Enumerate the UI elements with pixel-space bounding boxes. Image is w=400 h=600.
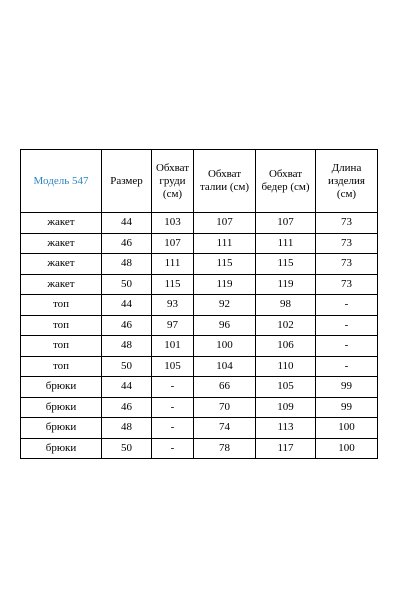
cell-length: 73 bbox=[316, 254, 378, 275]
header-size: Размер bbox=[102, 150, 152, 213]
cell-size: 44 bbox=[102, 213, 152, 234]
cell-size: 44 bbox=[102, 377, 152, 398]
cell-length: 100 bbox=[316, 418, 378, 439]
cell-chest: 97 bbox=[152, 315, 194, 336]
cell-size: 46 bbox=[102, 397, 152, 418]
table-row bbox=[21, 336, 378, 357]
header-waist bbox=[194, 150, 256, 213]
header-hips-line-1: Обхват bbox=[268, 168, 303, 180]
cell-garment: жакет bbox=[21, 213, 102, 234]
cell-chest: 93 bbox=[152, 295, 194, 316]
cell-waist: 104 bbox=[194, 356, 256, 377]
cell-waist: 92 bbox=[194, 295, 256, 316]
header-length-line-3: (см) bbox=[336, 187, 357, 200]
cell-hips: 102 bbox=[256, 315, 316, 336]
cell-waist: 70 bbox=[194, 397, 256, 418]
cell-size: 48 bbox=[102, 254, 152, 275]
cell-length: 73 bbox=[316, 233, 378, 254]
cell-hips: 115 bbox=[256, 254, 316, 275]
cell-hips: 107 bbox=[256, 213, 316, 234]
cell-size: 50 bbox=[102, 356, 152, 377]
model-title: Модель 547 bbox=[21, 150, 102, 213]
cell-waist: 111 bbox=[194, 233, 256, 254]
cell-garment: топ bbox=[21, 336, 102, 357]
header-length-line-2: изделия bbox=[328, 174, 365, 187]
cell-size: 46 bbox=[102, 233, 152, 254]
cell-size: 44 bbox=[102, 295, 152, 316]
cell-length: 73 bbox=[316, 274, 378, 295]
table-row bbox=[21, 377, 378, 398]
cell-hips: 98 bbox=[256, 295, 316, 316]
table-header bbox=[21, 150, 378, 213]
cell-length: 99 bbox=[316, 377, 378, 398]
cell-hips: 106 bbox=[256, 336, 316, 357]
cell-garment: топ bbox=[21, 295, 102, 316]
cell-garment: жакет bbox=[21, 274, 102, 295]
cell-chest: 111 bbox=[152, 254, 194, 275]
cell-length: - bbox=[316, 336, 378, 357]
table-row bbox=[21, 233, 378, 254]
header-hips-line-2: бедер (см) bbox=[261, 181, 310, 193]
cell-waist: 96 bbox=[194, 315, 256, 336]
cell-size: 46 bbox=[102, 315, 152, 336]
table-row bbox=[21, 438, 378, 459]
cell-garment: брюки bbox=[21, 397, 102, 418]
cell-waist: 100 bbox=[194, 336, 256, 357]
table-row bbox=[21, 418, 378, 439]
header-hips bbox=[256, 150, 316, 213]
cell-length: 73 bbox=[316, 213, 378, 234]
cell-size: 50 bbox=[102, 438, 152, 459]
cell-hips: 110 bbox=[256, 356, 316, 377]
header-row bbox=[21, 150, 378, 213]
cell-length: - bbox=[316, 356, 378, 377]
cell-chest: 107 bbox=[152, 233, 194, 254]
cell-garment: брюки bbox=[21, 418, 102, 439]
table-body bbox=[21, 213, 378, 459]
cell-hips: 119 bbox=[256, 274, 316, 295]
cell-chest: 115 bbox=[152, 274, 194, 295]
header-length-line-1: Длина bbox=[331, 161, 362, 174]
cell-waist: 78 bbox=[194, 438, 256, 459]
cell-waist: 115 bbox=[194, 254, 256, 275]
size-chart-table bbox=[20, 149, 378, 459]
header-length bbox=[316, 150, 378, 213]
cell-garment: жакет bbox=[21, 233, 102, 254]
cell-chest: - bbox=[152, 438, 194, 459]
cell-garment: брюки bbox=[21, 377, 102, 398]
cell-size: 48 bbox=[102, 336, 152, 357]
table-row bbox=[21, 213, 378, 234]
cell-chest: 101 bbox=[152, 336, 194, 357]
cell-length: 99 bbox=[316, 397, 378, 418]
cell-garment: жакет bbox=[21, 254, 102, 275]
cell-hips: 111 bbox=[256, 233, 316, 254]
cell-waist: 107 bbox=[194, 213, 256, 234]
header-waist-line-1: Обхват bbox=[207, 168, 242, 180]
cell-waist: 119 bbox=[194, 274, 256, 295]
cell-chest: 105 bbox=[152, 356, 194, 377]
cell-length: - bbox=[316, 315, 378, 336]
cell-chest: - bbox=[152, 377, 194, 398]
table-row bbox=[21, 397, 378, 418]
cell-length: 100 bbox=[316, 438, 378, 459]
cell-chest: - bbox=[152, 418, 194, 439]
cell-length: - bbox=[316, 295, 378, 316]
cell-hips: 117 bbox=[256, 438, 316, 459]
cell-waist: 66 bbox=[194, 377, 256, 398]
cell-waist: 74 bbox=[194, 418, 256, 439]
header-chest-line-1: Обхват bbox=[155, 161, 190, 174]
table-row bbox=[21, 295, 378, 316]
table-row bbox=[21, 254, 378, 275]
header-chest bbox=[152, 150, 194, 213]
cell-garment: топ bbox=[21, 315, 102, 336]
cell-chest: 103 bbox=[152, 213, 194, 234]
cell-size: 48 bbox=[102, 418, 152, 439]
table-row bbox=[21, 315, 378, 336]
cell-hips: 105 bbox=[256, 377, 316, 398]
header-chest-line-2: груди bbox=[159, 174, 186, 187]
header-chest-line-3: (см) bbox=[162, 187, 183, 200]
header-waist-line-2: талии (см) bbox=[199, 181, 250, 193]
cell-hips: 109 bbox=[256, 397, 316, 418]
cell-garment: брюки bbox=[21, 438, 102, 459]
cell-garment: топ bbox=[21, 356, 102, 377]
table-row bbox=[21, 274, 378, 295]
cell-hips: 113 bbox=[256, 418, 316, 439]
table-row bbox=[21, 356, 378, 377]
cell-chest: - bbox=[152, 397, 194, 418]
cell-size: 50 bbox=[102, 274, 152, 295]
